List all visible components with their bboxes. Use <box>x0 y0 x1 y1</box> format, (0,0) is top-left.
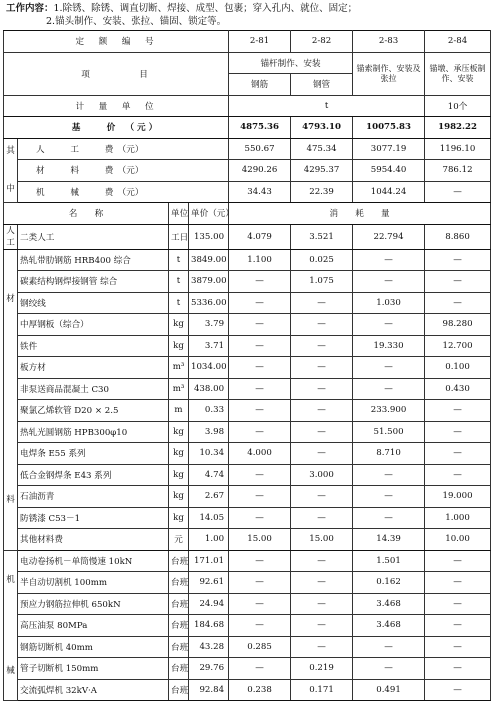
material-row-value-3: 8.710 <box>353 443 425 465</box>
material-row-unit: 元 <box>169 529 189 551</box>
material-row-value-3: — <box>353 464 425 486</box>
code-2-82: 2-82 <box>291 31 353 53</box>
material-row-value-3: 51.500 <box>353 421 425 443</box>
material-row-name: 热轧带肋钢筋 HRB400 综合 <box>18 249 169 271</box>
material-row-value-1: 15.00 <box>229 529 291 551</box>
labor-row-name: 二类人工 <box>18 224 169 249</box>
breakdown-side-char-1: 其 <box>6 146 15 157</box>
machinery-row-name: 半自动切割机 100mm <box>18 572 169 594</box>
machinery-row-value-2: 0.219 <box>291 658 353 680</box>
material-row-value-1: 4.000 <box>229 443 291 465</box>
anchor-rod-group: 锚杆制作、安装 <box>229 52 353 74</box>
machinery-cost-2-84: — <box>425 181 491 203</box>
code-2-84: 2-84 <box>425 31 491 53</box>
material-row-value-1: — <box>229 507 291 529</box>
material-row-value-1: — <box>229 464 291 486</box>
machinery-cost-2-82: 22.39 <box>291 181 353 203</box>
material-side-char-1: 材 <box>6 293 15 304</box>
material-row-price: 2.67 <box>189 486 229 508</box>
base-price-2-84: 1982.22 <box>425 117 491 139</box>
labor-row-unit: 工日 <box>169 224 189 249</box>
machinery-row-value-1: — <box>229 658 291 680</box>
machinery-row-value-1: — <box>229 615 291 637</box>
machinery-row-value-4: — <box>425 593 491 615</box>
material-row-value-1: — <box>229 357 291 379</box>
machinery-cost-label: 机 械 费 （元） <box>18 181 229 203</box>
material-row-name: 其他材料费 <box>18 529 169 551</box>
machinery-row-value-4: — <box>425 615 491 637</box>
material-row-value-1: — <box>229 400 291 422</box>
labor-row-value-1: 4.079 <box>229 224 291 249</box>
material-row-unit: t <box>169 249 189 271</box>
machinery-row-price: 184.68 <box>189 615 229 637</box>
labor-side-char-2: 工 <box>6 237 15 248</box>
material-row-name: 石油沥青 <box>18 486 169 508</box>
machinery-row-value-2: — <box>291 593 353 615</box>
machinery-row-unit: 台班 <box>169 679 189 701</box>
machinery-row-price: 92.84 <box>189 679 229 701</box>
material-row-name: 铁件 <box>18 335 169 357</box>
material-row-value-2: 1.075 <box>291 271 353 293</box>
material-row-price: 438.00 <box>189 378 229 400</box>
material-row-name: 低合金钢焊条 E43 系列 <box>18 464 169 486</box>
labor-section-side-label <box>4 224 18 249</box>
machinery-row-value-1: — <box>229 572 291 594</box>
material-row-value-3: 1.030 <box>353 292 425 314</box>
machinery-row-name: 钢筋切断机 40mm <box>18 636 169 658</box>
price-column-header: 单价（元） <box>189 203 229 225</box>
material-row-price: 0.33 <box>189 400 229 422</box>
machinery-row-value-3: — <box>353 636 425 658</box>
material-row-value-2: — <box>291 357 353 379</box>
breakdown-side-label <box>4 138 18 203</box>
work-content-text1: 1.除锈、除锈、调直切断、焊接、成型、包裹；穿入孔内、就位、固定； <box>53 3 358 14</box>
material-row-price: 3879.00 <box>189 271 229 293</box>
unit-10-each: 10个 <box>425 95 491 117</box>
material-cost-2-82: 4295.37 <box>291 160 353 182</box>
machinery-row-value-3: — <box>353 658 425 680</box>
material-row-unit: kg <box>169 335 189 357</box>
base-price-label: 基 价 （元） <box>4 117 229 139</box>
unit-t: t <box>229 95 425 117</box>
material-row-value-1: — <box>229 335 291 357</box>
machinery-row-value-2: 0.171 <box>291 679 353 701</box>
material-cost-label: 材 料 费 （元） <box>18 160 229 182</box>
steel-pipe-subheading: 钢管 <box>291 74 353 96</box>
consumption-header: 消 耗 量 <box>229 203 491 225</box>
quota-table <box>3 30 491 701</box>
machinery-side-char-1: 机 <box>6 574 15 585</box>
machinery-row-value-1: — <box>229 593 291 615</box>
material-row-value-4: — <box>425 443 491 465</box>
material-row-price: 5336.00 <box>189 292 229 314</box>
machinery-row-name: 预应力钢筋拉伸机 650kN <box>18 593 169 615</box>
material-row-name: 防锈漆 C53－1 <box>18 507 169 529</box>
material-row-value-4: 0.430 <box>425 378 491 400</box>
material-cost-2-84: 786.12 <box>425 160 491 182</box>
material-row-value-3: — <box>353 271 425 293</box>
material-row-value-1: — <box>229 292 291 314</box>
machinery-row-price: 29.76 <box>189 658 229 680</box>
anchor-pier-heading: 锚墩、承压板制作、安装 <box>425 52 491 95</box>
machinery-row-value-3: 3.468 <box>353 593 425 615</box>
unit-label: 计 量 单 位 <box>4 95 229 117</box>
material-row-price: 14.05 <box>189 507 229 529</box>
machinery-row-value-3: 3.468 <box>353 615 425 637</box>
base-price-2-81: 4875.36 <box>229 117 291 139</box>
material-row-unit: m³ <box>169 378 189 400</box>
material-row-price: 3.71 <box>189 335 229 357</box>
material-row-value-2: — <box>291 443 353 465</box>
quota-number-label: 定 额 编 号 <box>4 31 229 53</box>
name-column-header: 名 称 <box>4 203 169 225</box>
material-row-price: 1.00 <box>189 529 229 551</box>
material-row-value-2: — <box>291 421 353 443</box>
material-row-name: 聚氯乙烯软管 D20 × 2.5 <box>18 400 169 422</box>
machinery-row-price: 171.01 <box>189 550 229 572</box>
material-row-unit: kg <box>169 314 189 336</box>
material-row-value-3: 233.900 <box>353 400 425 422</box>
material-row-unit: kg <box>169 486 189 508</box>
machinery-section-side-label <box>4 550 18 701</box>
material-row-value-2: — <box>291 507 353 529</box>
material-row-value-1: — <box>229 271 291 293</box>
machinery-row-value-3: 0.162 <box>353 572 425 594</box>
work-content-line1 <box>6 3 357 15</box>
material-row-unit: m <box>169 400 189 422</box>
material-row-value-3: — <box>353 357 425 379</box>
material-row-value-2: — <box>291 292 353 314</box>
material-row-unit: kg <box>169 421 189 443</box>
material-row-value-4: — <box>425 292 491 314</box>
item-label: 项 目 <box>4 52 229 95</box>
material-cost-2-81: 4290.26 <box>229 160 291 182</box>
labor-cost-2-83: 3077.19 <box>353 138 425 160</box>
unit-column-header: 单位 <box>169 203 189 225</box>
machinery-row-unit: 台班 <box>169 593 189 615</box>
material-row-unit: m³ <box>169 357 189 379</box>
material-cost-2-83: 5954.40 <box>353 160 425 182</box>
material-row-value-4: 10.00 <box>425 529 491 551</box>
material-row-name: 碳素结构钢焊接钢管 综合 <box>18 271 169 293</box>
material-row-value-3: — <box>353 486 425 508</box>
machinery-row-value-4: — <box>425 679 491 701</box>
machinery-row-value-1: 0.238 <box>229 679 291 701</box>
machinery-row-unit: 台班 <box>169 658 189 680</box>
material-row-value-1: — <box>229 378 291 400</box>
machinery-row-unit: 台班 <box>169 572 189 594</box>
material-row-unit: kg <box>169 464 189 486</box>
material-row-value-4: — <box>425 464 491 486</box>
labor-cost-2-82: 475.34 <box>291 138 353 160</box>
labor-cost-2-81: 550.67 <box>229 138 291 160</box>
material-row-value-3: 19.330 <box>353 335 425 357</box>
material-row-unit: kg <box>169 507 189 529</box>
machinery-row-value-3: 0.491 <box>353 679 425 701</box>
machinery-row-value-4: — <box>425 550 491 572</box>
breakdown-side-char-2: 中 <box>6 184 15 195</box>
machinery-row-price: 92.61 <box>189 572 229 594</box>
machinery-row-name: 电动卷扬机－单筒慢速 10kN <box>18 550 169 572</box>
machinery-side-char-2: 械 <box>6 665 15 676</box>
material-row-unit: t <box>169 292 189 314</box>
machinery-row-name: 高压油泵 80MPa <box>18 615 169 637</box>
material-row-value-2: 15.00 <box>291 529 353 551</box>
material-row-value-1: — <box>229 486 291 508</box>
material-row-value-3: — <box>353 314 425 336</box>
machinery-row-value-2: — <box>291 550 353 572</box>
material-row-name: 钢绞线 <box>18 292 169 314</box>
machinery-row-value-4: — <box>425 636 491 658</box>
material-row-price: 3849.00 <box>189 249 229 271</box>
material-row-value-2: 3.000 <box>291 464 353 486</box>
material-row-value-1: — <box>229 421 291 443</box>
machinery-row-unit: 台班 <box>169 550 189 572</box>
material-row-value-1: 1.100 <box>229 249 291 271</box>
machinery-row-value-3: 1.501 <box>353 550 425 572</box>
machinery-row-value-1: 0.285 <box>229 636 291 658</box>
material-row-price: 10.34 <box>189 443 229 465</box>
material-row-value-1: — <box>229 314 291 336</box>
machinery-cost-2-83: 1044.24 <box>353 181 425 203</box>
material-row-name: 电焊条 E55 系列 <box>18 443 169 465</box>
material-row-price: 4.74 <box>189 464 229 486</box>
material-row-name: 热轧光圆钢筋 HPB300φ10 <box>18 421 169 443</box>
machinery-row-value-4: — <box>425 572 491 594</box>
machinery-row-name: 交流弧焊机 32kV·A <box>18 679 169 701</box>
material-row-price: 3.98 <box>189 421 229 443</box>
material-row-value-2: — <box>291 378 353 400</box>
machinery-row-value-2: — <box>291 615 353 637</box>
material-row-unit: t <box>169 271 189 293</box>
material-row-value-2: — <box>291 400 353 422</box>
labor-cost-2-84: 1196.10 <box>425 138 491 160</box>
material-row-value-4: 19.000 <box>425 486 491 508</box>
material-row-value-4: — <box>425 249 491 271</box>
machinery-row-name: 管子切断机 150mm <box>18 658 169 680</box>
material-row-value-4: 12.700 <box>425 335 491 357</box>
material-row-name: 板方材 <box>18 357 169 379</box>
material-row-value-4: 1.000 <box>425 507 491 529</box>
labor-row-value-4: 8.860 <box>425 224 491 249</box>
machinery-row-unit: 台班 <box>169 636 189 658</box>
machinery-row-value-4: — <box>425 658 491 680</box>
machinery-row-price: 43.28 <box>189 636 229 658</box>
material-section-side-label <box>4 249 18 550</box>
material-row-price: 1034.00 <box>189 357 229 379</box>
material-row-value-4: 0.100 <box>425 357 491 379</box>
labor-row-price: 135.00 <box>189 224 229 249</box>
base-price-2-82: 4793.10 <box>291 117 353 139</box>
code-2-81: 2-81 <box>229 31 291 53</box>
anchor-cable-heading: 锚索制作、安装及张拉 <box>353 52 425 95</box>
machinery-row-price: 24.94 <box>189 593 229 615</box>
rebar-subheading: 钢筋 <box>229 74 291 96</box>
material-row-unit: kg <box>169 443 189 465</box>
material-row-name: 非泵送商品混凝土 C30 <box>18 378 169 400</box>
material-row-value-4: — <box>425 421 491 443</box>
material-row-value-3: — <box>353 507 425 529</box>
material-row-value-3: 14.39 <box>353 529 425 551</box>
material-row-value-3: — <box>353 378 425 400</box>
material-row-value-2: — <box>291 335 353 357</box>
material-row-value-4: — <box>425 271 491 293</box>
work-content-label: 工作内容： <box>6 3 54 14</box>
material-row-value-2: — <box>291 486 353 508</box>
material-row-price: 3.79 <box>189 314 229 336</box>
labor-side-char-1: 人 <box>6 225 15 236</box>
machinery-row-unit: 台班 <box>169 615 189 637</box>
material-row-value-3: — <box>353 249 425 271</box>
code-2-83: 2-83 <box>353 31 425 53</box>
material-row-value-4: — <box>425 400 491 422</box>
labor-row-value-3: 22.794 <box>353 224 425 249</box>
labor-row-value-2: 3.521 <box>291 224 353 249</box>
material-side-char-2: 料 <box>6 495 15 506</box>
base-price-2-83: 10075.83 <box>353 117 425 139</box>
machinery-row-value-1: — <box>229 550 291 572</box>
material-row-value-2: — <box>291 314 353 336</box>
machinery-row-value-2: — <box>291 636 353 658</box>
material-row-value-2: 0.025 <box>291 249 353 271</box>
machinery-row-value-2: — <box>291 572 353 594</box>
labor-cost-label: 人 工 费 （元） <box>18 138 229 160</box>
work-content-line2: 2.锚头制作、安装、张拉、锚固、锁定等。 <box>46 16 227 27</box>
material-row-name: 中厚钢板（综合） <box>18 314 169 336</box>
machinery-cost-2-81: 34.43 <box>229 181 291 203</box>
material-row-value-4: 98.280 <box>425 314 491 336</box>
